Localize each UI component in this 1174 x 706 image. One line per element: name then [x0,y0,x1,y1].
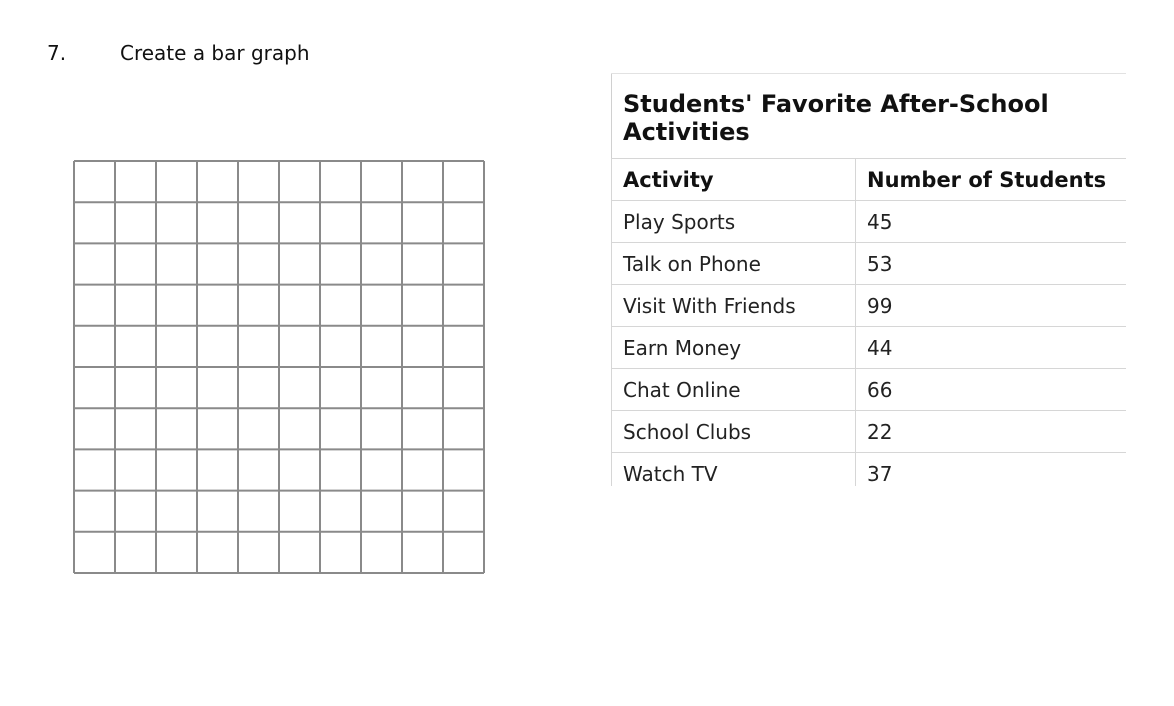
activity-cell: Chat Online [612,369,856,411]
activity-cell: Talk on Phone [612,243,856,285]
table-title: Students' Favorite After-School Activities [612,74,1127,159]
count-cell: 37 [856,453,1127,487]
column-header-activity: Activity [612,159,856,201]
table-title-row [612,74,1127,159]
table-row [612,453,1127,487]
blank-graph-grid [73,160,485,574]
question-header [47,41,310,65]
activity-cell: Play Sports [612,201,856,243]
table-row [612,243,1127,285]
table-row [612,201,1127,243]
column-header-number-of-students: Number of Students [856,159,1127,201]
table-row [612,369,1127,411]
count-cell: 66 [856,369,1127,411]
activity-cell: School Clubs [612,411,856,453]
activity-cell: Watch TV [612,453,856,487]
count-cell: 44 [856,327,1127,369]
count-cell: 22 [856,411,1127,453]
table-header-row [612,159,1127,201]
activity-cell: Visit With Friends [612,285,856,327]
count-cell: 45 [856,201,1127,243]
activities-table [611,73,1126,486]
activities-table-container [611,73,1126,486]
count-cell: 99 [856,285,1127,327]
graph-grid-svg [73,160,485,574]
table-row [612,411,1127,453]
count-cell: 53 [856,243,1127,285]
activity-cell: Earn Money [612,327,856,369]
table-row [612,285,1127,327]
question-instruction: Create a bar graph [120,41,310,65]
table-row [612,327,1127,369]
question-number: 7. [47,41,67,65]
